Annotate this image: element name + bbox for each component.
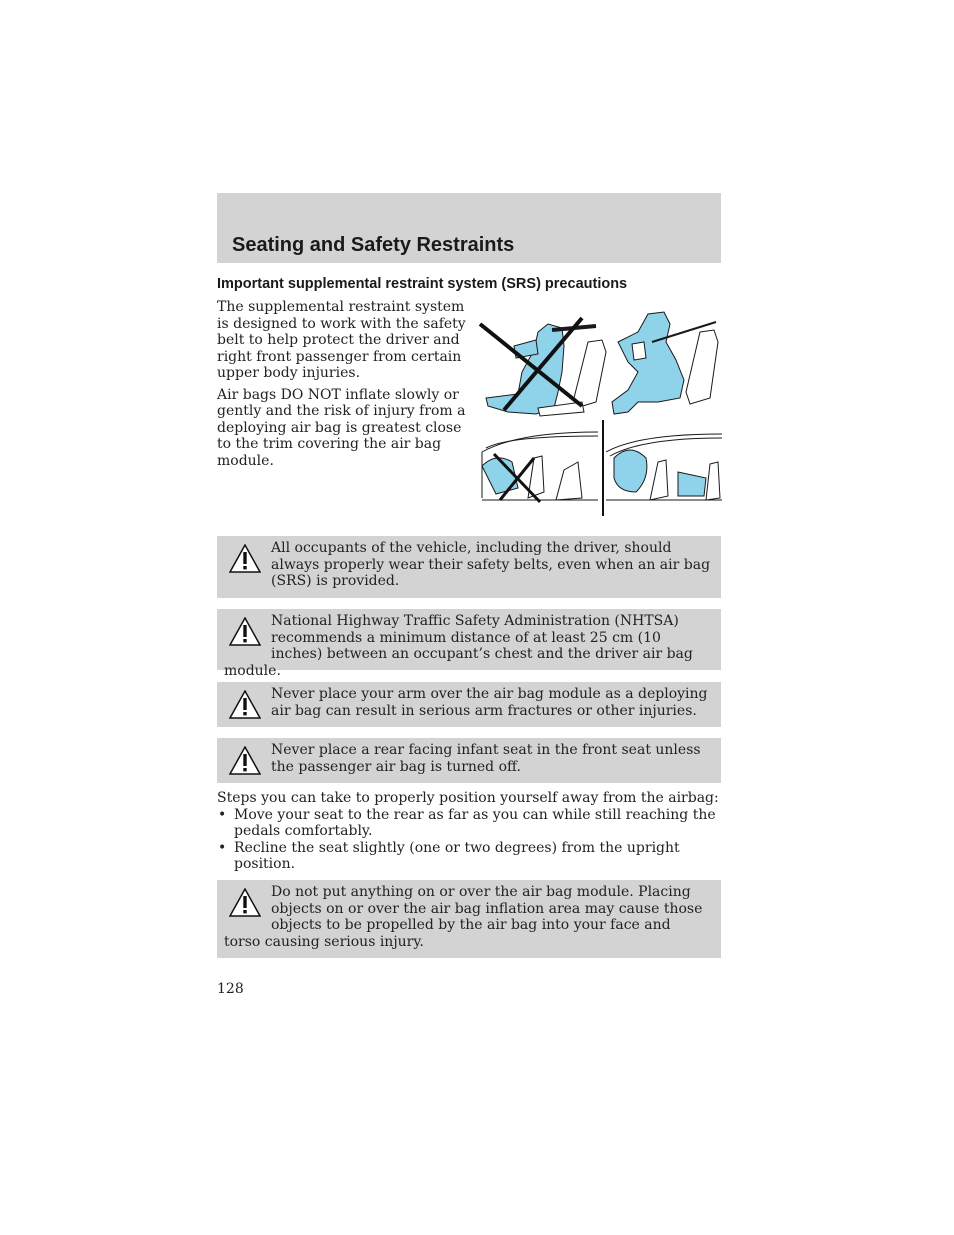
infant-seat-rear-panel bbox=[606, 434, 722, 500]
section-heading: Important supplemental restraint system (SRS) precautions bbox=[217, 276, 628, 292]
warning-text: National Highway Traffic Safety Administration (NHTSA) recommends a minimum distance of at least 25 cm (10 inches) between an occupant’s chest and the driver air bag module. bbox=[224, 613, 693, 679]
warning-text: All occupants of the vehicle, including the driver, should always properly wear their safety belts, even when an air bag (SRS) is provided. bbox=[271, 540, 711, 589]
occupant-proper-panel bbox=[612, 312, 718, 414]
list-item-text: Recline the seat slightly (one or two degrees) from the upright position. bbox=[234, 839, 680, 872]
page-title: Seating and Safety Restraints bbox=[232, 234, 515, 256]
page-number: 128 bbox=[217, 981, 244, 997]
warning-triangle-icon bbox=[229, 746, 261, 776]
warning-text: Never place a rear facing infant seat in the front seat unless the passenger air bag is turned off. bbox=[271, 742, 701, 775]
warning-triangle-icon bbox=[229, 888, 261, 918]
positioning-steps bbox=[217, 790, 721, 873]
occupant-too-close-panel bbox=[486, 324, 606, 416]
warning-box bbox=[217, 880, 721, 958]
bullet: • bbox=[218, 839, 227, 856]
intro-paragraph: The supplemental restraint system is designed to work with the safety belt to help protect the driver and right front passenger from certain upper body injuries. bbox=[217, 299, 466, 381]
steps-list bbox=[217, 807, 721, 873]
section-header-band bbox=[217, 193, 721, 263]
warning-text: Never place your arm over the air bag module as a deploying air bag can result in serious arm fractures or other injuries. bbox=[271, 686, 708, 719]
warning-triangle-icon bbox=[229, 617, 261, 647]
list-item-text: Move your seat to the rear as far as you can while still reaching the pedals comfortably. bbox=[234, 806, 716, 839]
warning-box bbox=[217, 682, 721, 727]
warning-text: Do not put anything on or over the air bag module. Placing objects on or over the air bag inflation area may cause those objects to be propelled by the air bag into your face and torso causing serious injury. bbox=[224, 884, 703, 950]
rear-facing-seat-front-panel bbox=[482, 432, 598, 502]
warning-triangle-icon bbox=[229, 690, 261, 720]
warning-triangle-icon bbox=[229, 544, 261, 574]
intro-paragraph: Air bags DO NOT inflate slowly or gently and the risk of injury from a deploying air bag is greatest close to the trim covering the air bag module. bbox=[217, 386, 466, 469]
intro-text bbox=[217, 299, 473, 474]
steps-intro: Steps you can take to properly position yourself away from the airbag: bbox=[217, 790, 719, 806]
warning-box bbox=[217, 536, 721, 598]
list-item bbox=[217, 807, 721, 840]
warning-box bbox=[217, 609, 721, 679]
list-item bbox=[217, 840, 721, 873]
bullet: • bbox=[218, 806, 227, 823]
airbag-illustration bbox=[478, 302, 724, 518]
warning-box bbox=[217, 738, 721, 783]
